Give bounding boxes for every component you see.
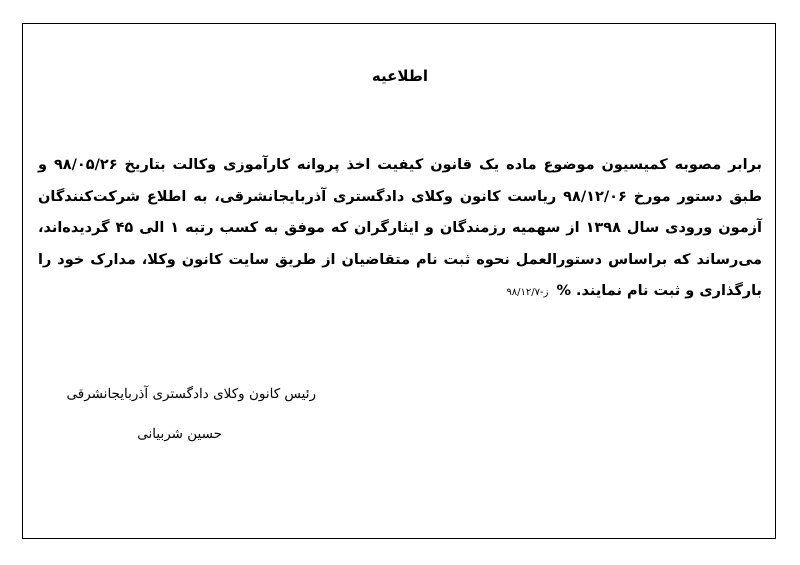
notice-body (38, 150, 762, 309)
notice-title: اطلاعیه (371, 67, 429, 85)
reference-note: ز-۹۸/۱۲/۷ (506, 287, 549, 298)
signer-name: حسین شربیانی (137, 426, 222, 442)
notice-body-text: برابر مصوبه کمیسیون موضوع ماده یک قانون کیفیت اخذ پروانه کارآموزی وکالت بتاریخ ۹۸/۰۵/۲۶ و طبق دستور مورخ ۹۸/۱۲/۰۶ ریاست کانون وکلای دادگستری آذربایجانشرقی، به اطلاع شرکت‌کنندگان آزمون ورودی سال ۱۳۹۸ از سهمیه رزمندگان و ایثارگران که موفق به کسب رتبه ۱ الی ۴۵ گردیده‌اند، می‌رساند که براساس دستورالعمل نحوه ثبت نام متقاضیان از طریق سایت کانون وکلا، مدارک خود را بارگذاری و ثبت نام نمایند. % (38, 157, 762, 299)
signer-title: رئیس کانون وکلای دادگستری آذربایجانشرقی (66, 386, 316, 402)
